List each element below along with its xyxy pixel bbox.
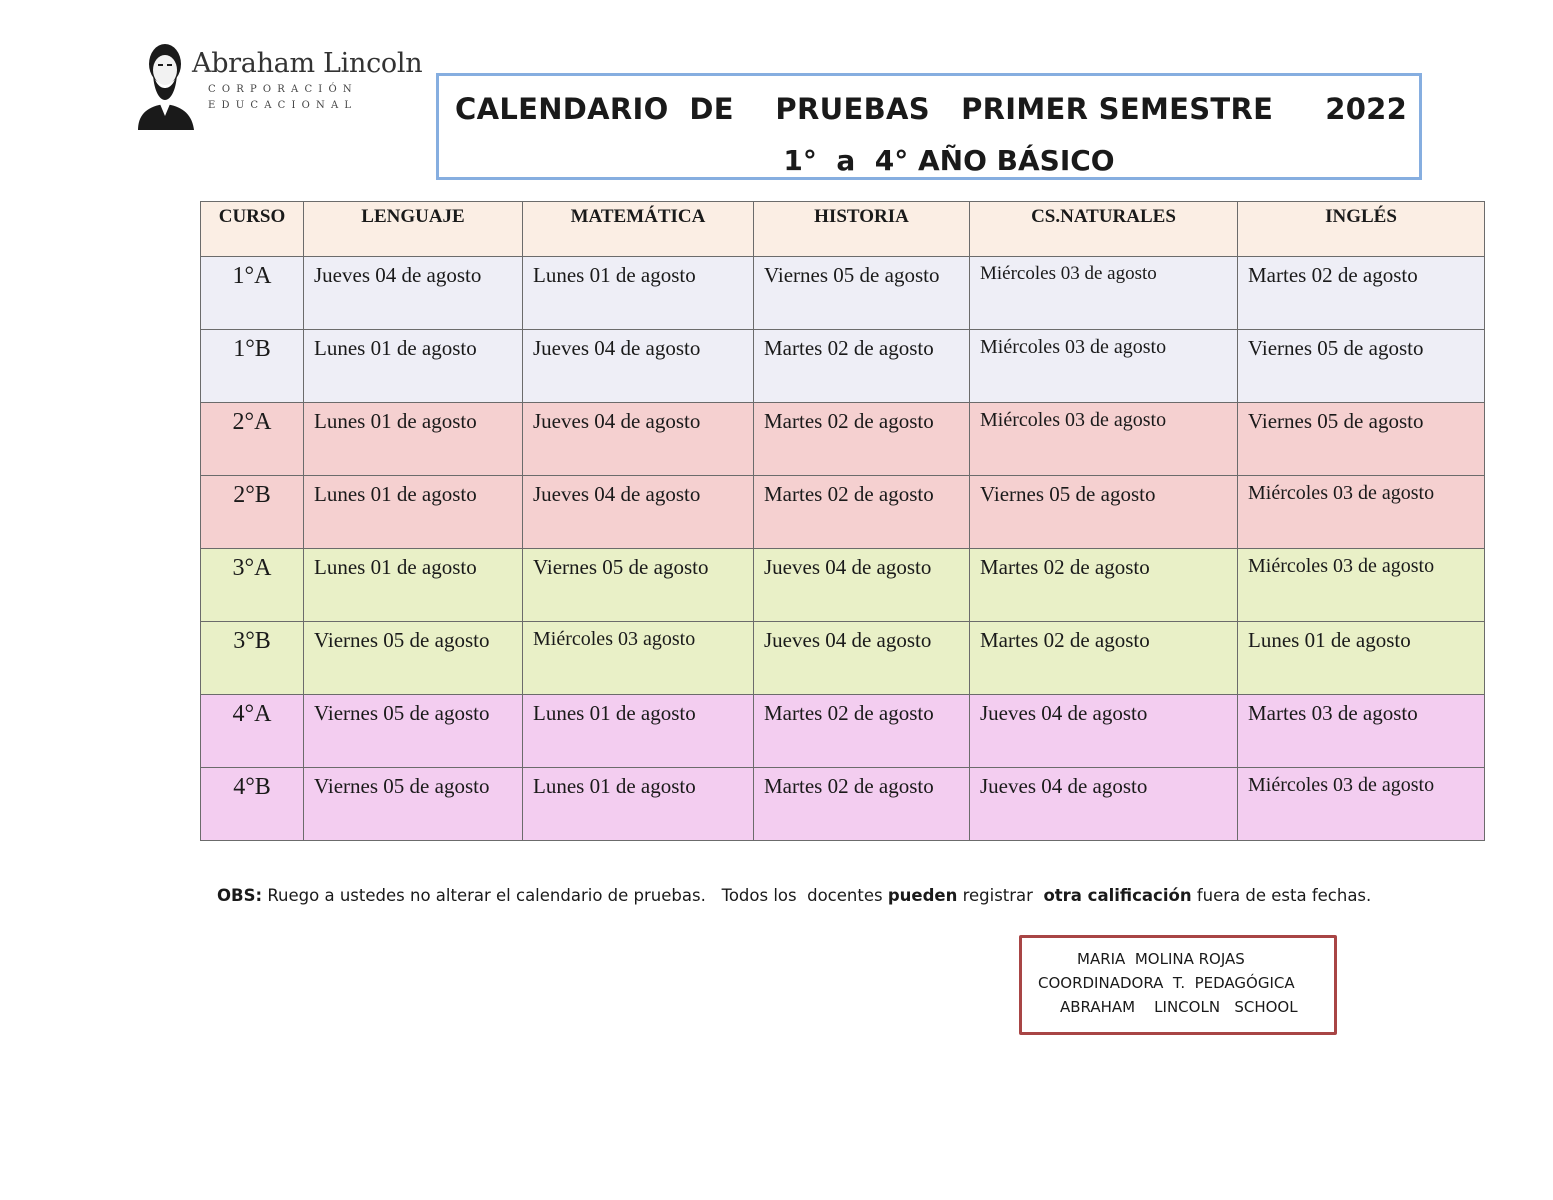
school-logo [130,34,423,134]
signature-school: ABRAHAM LINCOLN SCHOOL [1060,998,1298,1016]
table-row [201,549,1485,622]
date-cell: Jueves 04 de agosto [304,257,523,330]
date-cell: Viernes 05 de agosto [304,622,523,695]
table-row [201,403,1485,476]
course-cell: 4°B [201,768,304,841]
observation-note [217,886,1371,905]
date-cell: Jueves 04 de agosto [523,403,754,476]
date-cell: Viernes 05 de agosto [754,257,970,330]
table-row [201,622,1485,695]
course-cell: 3°B [201,622,304,695]
lincoln-portrait-icon [130,34,200,134]
obs-label: OBS: [217,886,263,905]
date-cell: Miércoles 03 de agosto [970,330,1238,403]
date-cell: Martes 02 de agosto [1238,257,1485,330]
date-cell: Viernes 05 de agosto [970,476,1238,549]
date-cell: Miércoles 03 agosto [523,622,754,695]
signature-name: MARIA MOLINA ROJAS [1077,950,1245,968]
signature-box [1019,935,1337,1035]
obs-bold-2: otra calificación [1043,886,1192,905]
date-cell: Lunes 01 de agosto [304,403,523,476]
header-curso: CURSO [201,202,304,257]
table-row [201,330,1485,403]
date-cell: Lunes 01 de agosto [304,330,523,403]
date-cell: Miércoles 03 de agosto [1238,768,1485,841]
date-cell: Martes 02 de agosto [754,476,970,549]
table-row [201,768,1485,841]
date-cell: Martes 02 de agosto [754,403,970,476]
date-cell: Viernes 05 de agosto [523,549,754,622]
header-lenguaje: LENGUAJE [304,202,523,257]
date-cell: Martes 02 de agosto [754,768,970,841]
date-cell: Martes 02 de agosto [970,622,1238,695]
header-ingles: INGLÉS [1238,202,1485,257]
obs-bold-1: pueden [887,886,958,905]
course-cell: 1°A [201,257,304,330]
table-row [201,476,1485,549]
header-matematica: MATEMÁTICA [523,202,754,257]
date-cell: Jueves 04 de agosto [523,330,754,403]
course-cell: 2°A [201,403,304,476]
logo-subtitle-1: CORPORACIÓN [208,84,358,95]
date-cell: Jueves 04 de agosto [754,549,970,622]
date-cell: Martes 02 de agosto [754,330,970,403]
course-cell: 4°A [201,695,304,768]
logo-name: Abraham Lincoln [192,48,423,79]
header-historia: HISTORIA [754,202,970,257]
course-cell: 1°B [201,330,304,403]
date-cell: Jueves 04 de agosto [754,622,970,695]
date-cell: Lunes 01 de agosto [304,549,523,622]
date-cell: Martes 02 de agosto [970,549,1238,622]
table-row [201,257,1485,330]
date-cell: Jueves 04 de agosto [970,768,1238,841]
date-cell: Martes 02 de agosto [754,695,970,768]
course-cell: 2°B [201,476,304,549]
page-title: CALENDARIO DE PRUEBAS PRIMER SEMESTRE 2022 [455,92,1408,126]
date-cell: Miércoles 03 de agosto [970,257,1238,330]
obs-text-2: registrar [957,886,1044,905]
signature-role: COORDINADORA T. PEDAGÓGICA [1038,974,1295,992]
table-header-row [201,202,1485,257]
exam-calendar-table [200,201,1485,841]
date-cell: Lunes 01 de agosto [523,768,754,841]
date-cell: Martes 03 de agosto [1238,695,1485,768]
date-cell: Jueves 04 de agosto [523,476,754,549]
date-cell: Miércoles 03 de agosto [1238,549,1485,622]
table-row [201,695,1485,768]
date-cell: Jueves 04 de agosto [970,695,1238,768]
date-cell: Viernes 05 de agosto [1238,330,1485,403]
date-cell: Lunes 01 de agosto [1238,622,1485,695]
date-cell: Viernes 05 de agosto [1238,403,1485,476]
date-cell: Lunes 01 de agosto [523,695,754,768]
header-cs-naturales: CS.NATURALES [970,202,1238,257]
obs-text-1: Ruego a ustedes no alterar el calendario de pruebas. Todos los docentes [262,886,888,905]
title-box [436,73,1422,180]
page-subtitle: 1° a 4° AÑO BÁSICO [783,144,1115,177]
date-cell: Lunes 01 de agosto [304,476,523,549]
date-cell: Viernes 05 de agosto [304,695,523,768]
course-cell: 3°A [201,549,304,622]
obs-text-3: fuera de esta fechas. [1191,886,1372,905]
date-cell: Lunes 01 de agosto [523,257,754,330]
date-cell: Miércoles 03 de agosto [970,403,1238,476]
date-cell: Miércoles 03 de agosto [1238,476,1485,549]
logo-subtitle-2: EDUCACIONAL [208,100,358,111]
date-cell: Viernes 05 de agosto [304,768,523,841]
